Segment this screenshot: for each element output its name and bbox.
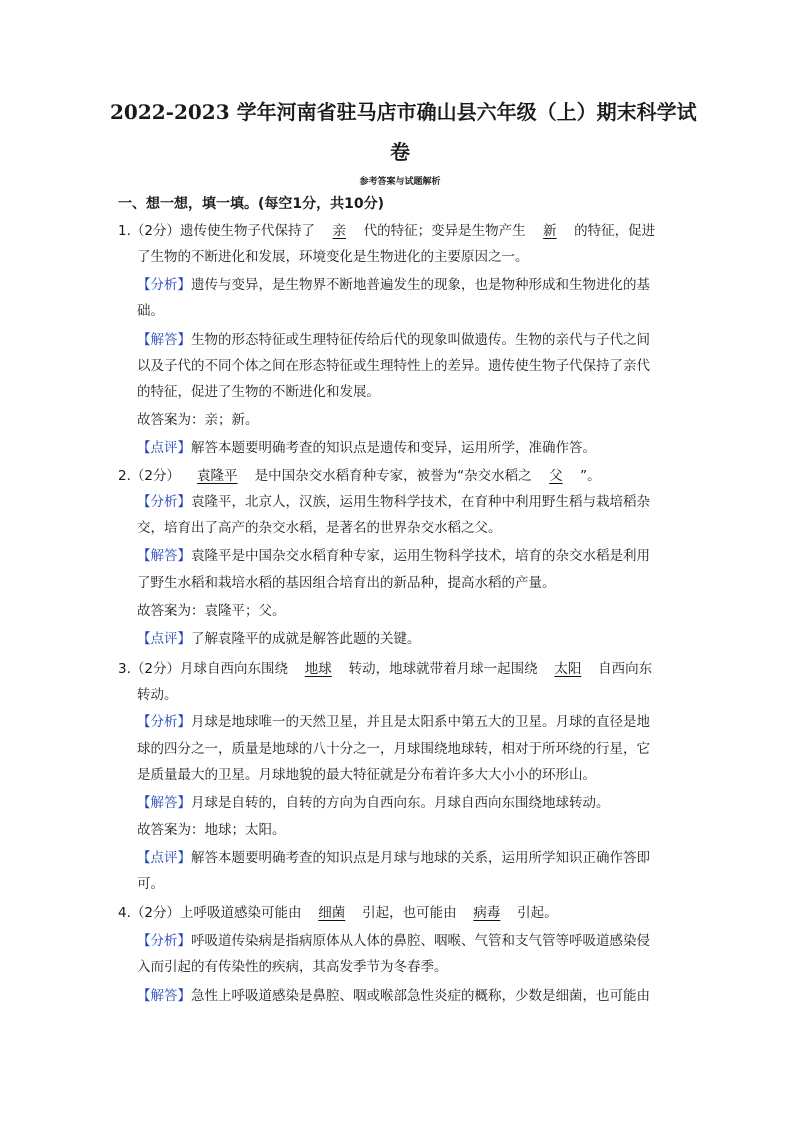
answer-text: 故答案为：亲；新。	[137, 412, 259, 428]
comment-paragraph: 【点评】解答本题要明确考查的知识点是月球与地球的关系，运用所学知识正确作答即	[137, 850, 650, 866]
answer-blank: 细菌	[318, 905, 346, 921]
answer-blank: 太阳	[554, 661, 582, 677]
question-3: 3.（2分）月球自西向东围绕 地球 转动，地球就带着月球一起围绕 太阳 自西向东	[118, 661, 653, 677]
question-1: 1.（2分）遗传使生物子代保持了 亲 代的特征；变异是生物产生 新 的特征，促进	[118, 223, 656, 239]
answer-blank: 病毒	[473, 905, 501, 921]
solution-tag: 【解答】	[137, 332, 191, 348]
section-heading: 一、想一想，填一填。(每空1分，共10分)	[118, 196, 385, 212]
solution-paragraph: 【解答】急性上呼吸道感染是鼻腔、咽或喉部急性炎症的概称，少数是细菌，也可能由	[137, 988, 650, 1004]
comment-text: 可。	[137, 876, 164, 892]
solution-paragraph: 【解答】生物的形态特征或生理特征传给后代的现象叫做遗传。生物的亲代与子代之间	[137, 332, 650, 348]
solution-tag: 【解答】	[137, 795, 191, 811]
analysis-tag: 【分析】	[137, 933, 191, 949]
solution-text: 了野生水稻和栽培水稻的基因组合培育出的新品种，提高水稻的产量。	[137, 575, 556, 591]
document-subtitle: 参考答案与试题解析	[359, 177, 441, 187]
analysis-tag: 【分析】	[137, 494, 191, 510]
solution-text: 的特征，促进了生物的不断进化和发展。	[137, 384, 380, 400]
analysis-paragraph: 【分析】月球是地球唯一的天然卫星，并且是太阳系中第五大的卫星。月球的直径是地	[137, 714, 650, 730]
analysis-text: 入而引起的有传染性的疾病，其高发季节为冬春季。	[137, 959, 448, 975]
analysis-tag: 【分析】	[137, 277, 191, 293]
answer-blank: 地球	[304, 661, 332, 677]
answer-blank: 袁隆平	[197, 468, 238, 484]
analysis-text: 础。	[137, 303, 164, 319]
solution-paragraph: 【解答】月球是自转的，自转的方向为自西向东。月球自西向东围绕地球转动。	[137, 795, 610, 811]
comment-tag: 【点评】	[137, 631, 191, 647]
answer-text: 故答案为：地球；太阳。	[137, 822, 286, 838]
analysis-paragraph: 【分析】遗传与变异，是生物界不断地普遍发生的现象，也是物种形成和生物进化的基	[137, 277, 650, 293]
analysis-text: 交，培育出了高产的杂交水稻，是著名的世界杂交水稻之父。	[137, 520, 502, 536]
analysis-tag: 【分析】	[137, 714, 191, 730]
question-4: 4.（2分）上呼吸道感染可能由 细菌 引起，也可能由 病毒 引起。	[118, 905, 558, 921]
solution-text: 以及子代的不同个体之间在形态特征或生理特性上的差异。遗传使生物子代保持了亲代	[137, 358, 650, 374]
answer-blank: 父	[549, 468, 563, 484]
question-1-continued: 了生物的不断进化和发展，环境变化是生物进化的主要原因之一。	[137, 249, 529, 265]
comment-paragraph: 【点评】了解袁隆平的成就是解答此题的关键。	[137, 631, 421, 647]
question-3-continued: 转动。	[137, 687, 178, 703]
analysis-text: 球的四分之一，质量是地球的八十分之一，月球围绕地球转，相对于所环绕的行星，它	[137, 741, 650, 757]
document-title-line-1: 2022-2023 学年河南省驻马店市确山县六年级（上）期末科学试	[110, 100, 697, 124]
answer-blank: 新	[543, 223, 557, 239]
analysis-paragraph: 【分析】呼吸道传染病是指病原体从人体的鼻腔、咽喉、气管和支气管等呼吸道感染侵	[137, 933, 650, 949]
document-title-line-2: 卷	[390, 140, 410, 164]
solution-tag: 【解答】	[137, 988, 191, 1004]
comment-tag: 【点评】	[137, 440, 191, 456]
comment-tag: 【点评】	[137, 850, 191, 866]
solution-paragraph: 【解答】袁隆平是中国杂交水稻育种专家，运用生物科学技术，培育的杂交水稻是利用	[137, 548, 650, 564]
solution-tag: 【解答】	[137, 548, 191, 564]
comment-paragraph: 【点评】解答本题要明确考查的知识点是遗传和变异，运用所学，准确作答。	[137, 440, 596, 456]
analysis-text: 是质量最大的卫星。月球地貌的最大特征就是分布着许多大大小小的环形山。	[137, 767, 596, 783]
answer-text: 故答案为：袁隆平；父。	[137, 603, 286, 619]
answer-blank: 亲	[332, 223, 347, 239]
analysis-paragraph: 【分析】袁隆平，北京人，汉族，运用生物科学技术，在育种中利用野生稻与栽培稻杂	[137, 494, 650, 510]
question-2: 2.（2分） 袁隆平 是中国杂交水稻育种专家，被誉为“杂交水稻之 父 ”。	[118, 468, 601, 484]
